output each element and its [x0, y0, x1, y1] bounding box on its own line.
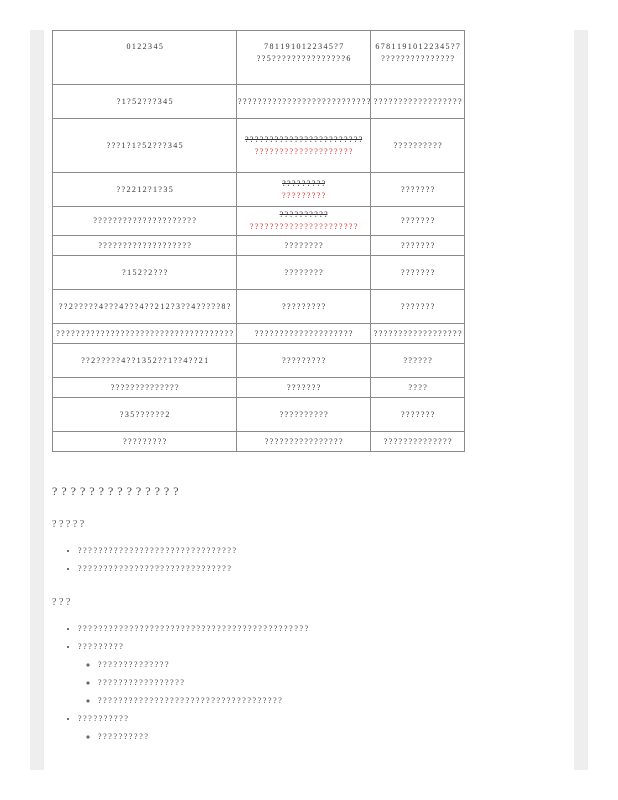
list-item-text: ? ? ? ? ? ? ? ? ? ? ? ? ? ? ? ? ? ? ? ? ? ? ? ? ? ? ? ? ? ?	[78, 564, 231, 573]
table-row	[53, 207, 465, 236]
cell-text: ? ? ? ? ? ?	[403, 355, 432, 365]
cell-text: ? ? ? ? ? ? ?	[401, 409, 434, 419]
cell-text: ? ? ? ? ? ? ? ? ? ? ? ? ? ?	[110, 382, 179, 392]
table-cell	[237, 256, 371, 290]
table-cell	[53, 398, 237, 432]
table-row	[53, 85, 465, 119]
cell-text: ? ? 2 ? ? ? ? ? 4 ? ? 1 3 5 2 ? ? 1 ? ? 4 ? ? 2 1	[81, 355, 208, 365]
cell-text: ? 1 5 2 ? 2 ? ? ?	[122, 267, 167, 277]
cell-text: ? ? ? ? ? ? ? ? ? ? ? ? ? ?	[383, 436, 452, 446]
nested-list-item: ◦ ? ? ? ? ? ? ? ? ? ? ? ? ? ? ? ? ?	[98, 674, 464, 692]
table-row	[53, 236, 465, 256]
cell-text: ? ? ? ? ? ? ?	[401, 240, 434, 250]
table-row	[53, 378, 465, 398]
bullet-list	[52, 542, 464, 578]
table-cell	[371, 236, 465, 256]
table-cell	[53, 173, 237, 207]
table-cell	[237, 290, 371, 324]
table-row	[53, 344, 465, 378]
cell-text: ? ? ? ? ? ? ?	[401, 184, 434, 194]
cell-text: ? ? ? ? ? ? ? ? ? ? ? ? ? ? ? ? ? ? ? ? ? ? ? ? ? ? ? ? ? ? ? ? ? ? ? ?	[56, 328, 233, 338]
cell-text: ? ? ? ? ? ? ? ? ? ?	[393, 140, 442, 150]
table-row	[53, 31, 465, 85]
table-cell	[53, 31, 237, 85]
table-row	[53, 324, 465, 344]
table-cell	[237, 119, 371, 173]
cell-text: ? ? ? ? ? ? ? ? ? ?	[279, 210, 328, 219]
cell-text: ? ? ? ?	[408, 382, 427, 392]
inserted-text: ? ? ? ? ? ? ? ? ? ? ? ? ? ? ? ? ? ? ? ?	[254, 146, 353, 156]
cell-text: 6 7 8 1 1 9 1 0 1 2 2 3 4 5 ? 7	[375, 42, 460, 51]
left-gutter	[30, 30, 44, 770]
table-cell	[53, 85, 237, 119]
subsection-heading: ? ? ?	[52, 597, 71, 608]
cell-text: ? 1 ? 5 2 ? ? ? 3 4 5	[116, 96, 173, 106]
nested-list	[78, 728, 464, 746]
cell-text: ? ? ? ? ? ? ?	[287, 382, 320, 392]
cell-text: ? ? ? ? ? ? ? ? ? ? ? ? ? ? ? ? ? ?	[373, 328, 462, 338]
table-cell	[371, 432, 465, 452]
cell-text: ? ? ? ? ? ? ? ? ? ?	[279, 409, 328, 419]
table-cell	[371, 173, 465, 207]
cell-text: ? ? ? 1 ? 1 ? 5 2 ? ? ? 3 4 5	[106, 140, 183, 150]
table-cell	[237, 378, 371, 398]
cell-text: ? ? ? ? ? ? ? ? ? ? ? ? ? ? ? ? ? ?	[373, 96, 462, 106]
table-cell	[237, 31, 371, 85]
cell-text: ? ? ? ? ? ? ? ?	[284, 240, 323, 250]
cell-text: ? ? ? ? ? ? ? ? ? ? ? ? ? ? ? ? ? ? ? ?	[254, 328, 353, 338]
table-cell	[237, 324, 371, 344]
table-cell	[371, 290, 465, 324]
table-row	[53, 173, 465, 207]
nested-list-item: ◦ ? ? ? ? ? ? ? ? ? ? ? ? ? ?	[98, 656, 464, 674]
table-cell	[237, 207, 371, 236]
cell-text: ? ? ? ? ? ? ? ? ? ? ? ? ? ? ? ? ? ? ? ? ? ? ? ?	[244, 134, 363, 144]
cell-text: 0 1 2 2 3 4 5	[126, 42, 163, 51]
list-item-text: ? ? ? ? ? ? ? ? ? ?	[78, 714, 128, 723]
nested-list-item: ◦ ? ? ? ? ? ? ? ? ? ?	[98, 728, 464, 746]
cell-text: ? ? 2 2 1 2 ? 1 ? 3 5	[116, 184, 173, 194]
inserted-text: ? ? ? ? ? ? ? ? ?	[282, 190, 325, 200]
subsection-heading: ? ? ? ? ?	[52, 519, 85, 530]
list-item-text: ? ? ? ? ? ? ? ? ? ? ? ? ? ? ? ? ? ? ? ? ? ? ? ? ? ? ? ? ? ? ? ? ? ? ? ? ? ? ? ? ? ? ? ? ?	[78, 624, 308, 633]
table-row	[53, 256, 465, 290]
right-scroll-gutter	[574, 30, 588, 770]
cell-text: ? ? ? ? ? ? ? ? ?	[282, 355, 325, 365]
table-cell	[371, 31, 465, 85]
nested-list-item: ◦ ? ? ? ? ? ? ? ? ? ? ? ? ? ? ? ? ? ? ? ? ? ? ? ? ? ? ? ? ? ? ? ? ? ? ? ?	[98, 692, 464, 710]
table-cell	[53, 207, 237, 236]
table-cell	[371, 256, 465, 290]
table-cell	[371, 344, 465, 378]
cell-text: ? ? 2 ? ? ? ? ? 4 ? ? ? 4 ? ? ? 4 ? ? 2 1 2 ? 3 ? ? 4 ? ? ? ? ? 8 ?	[58, 301, 231, 311]
list-item	[78, 542, 464, 560]
table-cell	[53, 378, 237, 398]
cell-text: ? ? ? ? ? ? ?	[401, 216, 434, 225]
table-cell	[53, 290, 237, 324]
table-cell	[371, 119, 465, 173]
cell-text: 7 8 1 1 9 1 0 1 2 2 3 4 5 ? 7	[264, 42, 343, 51]
cell-text: ? ? ? ? ? ? ? ? ?	[123, 436, 166, 446]
table-cell	[53, 432, 237, 452]
table-cell	[53, 119, 237, 173]
list-item	[78, 560, 464, 578]
cell-text: ? ? ? ? ? ? ? ? ? ? ? ? ? ? ?	[381, 54, 454, 63]
table-cell	[237, 344, 371, 378]
list-item	[78, 620, 464, 638]
table-cell	[237, 236, 371, 256]
table-row	[53, 119, 465, 173]
cell-text: ? 3 5 ? ? ? ? ? ? 2	[119, 409, 170, 419]
cell-text: ? ? ? ? ? ? ? ? ? ? ? ? ? ? ? ? ? ? ? ? ? ? ? ? ? ? ?	[238, 96, 370, 106]
table-cell	[371, 324, 465, 344]
table-cell	[237, 432, 371, 452]
table-cell	[237, 85, 371, 119]
table-cell	[53, 236, 237, 256]
table-cell	[237, 173, 371, 207]
cell-text: ? ? ? ? ? ? ? ?	[284, 267, 323, 277]
table-cell	[371, 378, 465, 398]
table-row	[53, 398, 465, 432]
cell-text: ? ? ? ? ? ? ?	[401, 267, 434, 277]
cell-text: ? ? 5 ? ? ? ? ? ? ? ? ? ? ? ? ? ? ? 6	[256, 54, 351, 63]
table-cell	[371, 207, 465, 236]
table-row	[53, 290, 465, 324]
document-content	[52, 30, 464, 746]
table-cell	[53, 324, 237, 344]
list-item	[78, 710, 464, 746]
cell-text: ? ? ? ? ? ? ? ? ?	[282, 178, 325, 188]
list-item	[78, 638, 464, 710]
table-cell	[53, 344, 237, 378]
list-item-text: ? ? ? ? ? ? ? ? ? ? ? ? ? ? ? ? ? ? ? ? ? ? ? ? ? ? ? ? ? ? ?	[78, 546, 236, 555]
bullet-list	[52, 620, 464, 746]
table-row	[53, 432, 465, 452]
subsections	[52, 518, 464, 746]
list-item-text: ? ? ? ? ? ? ? ? ?	[78, 642, 123, 651]
cell-text: ? ? ? ? ? ? ? ? ? ? ? ? ? ? ? ?	[264, 436, 343, 446]
cell-text: ? ? ? ? ? ? ? ? ?	[282, 301, 325, 311]
inserted-text: ? ? ? ? ? ? ? ? ? ? ? ? ? ? ? ? ? ? ? ? ? ?	[249, 222, 358, 231]
nested-list	[78, 656, 464, 710]
section-heading: ? ? ? ? ? ? ? ? ? ? ? ? ? ?	[52, 484, 180, 498]
table-cell	[53, 256, 237, 290]
spec-table	[52, 30, 465, 452]
table-cell	[371, 398, 465, 432]
cell-text: ? ? ? ? ? ? ?	[401, 301, 434, 311]
cell-text: ? ? ? ? ? ? ? ? ? ? ? ? ? ? ? ? ? ? ?	[98, 240, 191, 250]
table-cell	[371, 85, 465, 119]
table-cell	[237, 398, 371, 432]
cell-text: ? ? ? ? ? ? ? ? ? ? ? ? ? ? ? ? ? ? ? ? ?	[93, 216, 196, 225]
